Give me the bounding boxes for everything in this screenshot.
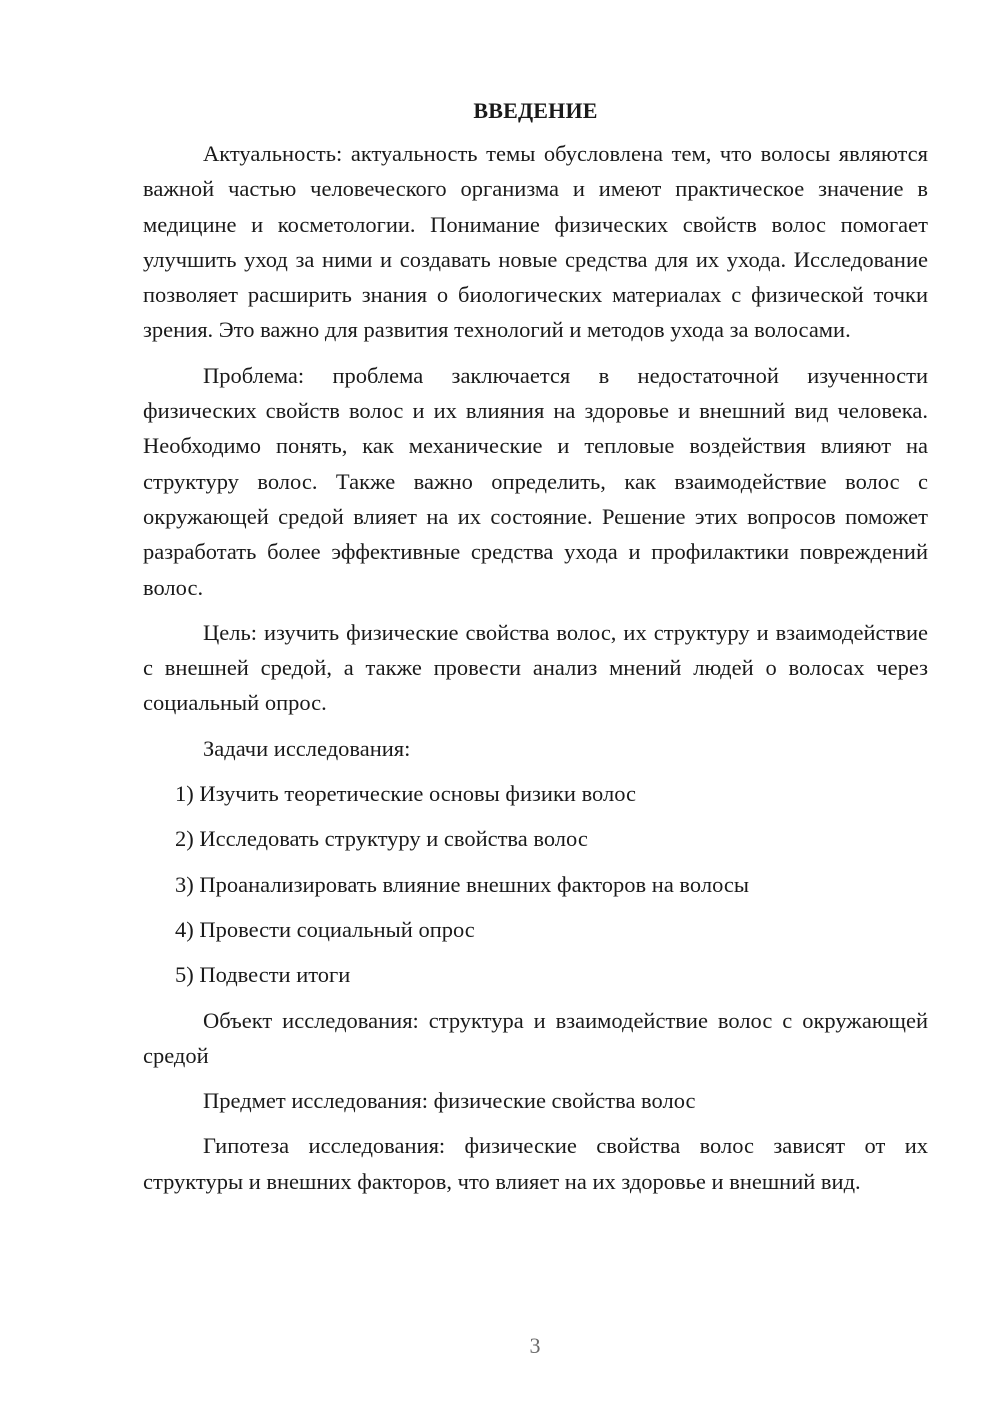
page-number: 3 xyxy=(529,1333,541,1358)
list-item: 1) Изучить теоретические основы физики волос xyxy=(175,781,637,807)
tasks-heading: Задачи исследования: xyxy=(203,735,411,761)
list-item: 5) Подвести итоги xyxy=(175,962,351,988)
page-title: ВВЕДЕНИЕ xyxy=(473,98,598,123)
problem-paragraph: Проблема: проблема заключается в недостаточной изученности физических свойств волос и их влияния на здоровье и внешний вид человека. Необходимо понять, как механические и тепловые воздействия влияют на структуру волос. Также важно определить, как взаимодействие волос с окружающей средой влияет на их состояние. Решение этих вопросов поможет разработать более эффективные средства ухода и профилактики повреждений волос. xyxy=(143,362,928,600)
list-item: 3) Проанализировать влияние внешних факторов на волосы xyxy=(175,871,750,897)
hypothesis-paragraph: Гипотеза исследования: физические свойства волос зависят от их структуры и внешних факторов, что влияет на их здоровье и внешний вид. xyxy=(143,1133,928,1194)
object-paragraph: Объект исследования: структура и взаимодействие волос с окружающей средой xyxy=(143,1007,928,1068)
subject-paragraph: Предмет исследования: физические свойства волос xyxy=(203,1088,696,1114)
tasks-list xyxy=(143,776,928,992)
list-item: 4) Провести социальный опрос xyxy=(175,916,475,942)
relevance-paragraph: Актуальность: актуальность темы обусловлена тем, что волосы являются важной частью человеческого организма и имеют практическое значение в медицине и косметологии. Понимание физических свойств волос помогает улучшить уход за ними и создавать новые средства для их ухода. Исследование позволяет расширить знания о биологических материалах с физической точки зрения. Это важно для развития технологий и методов ухода за волосами. xyxy=(143,141,928,343)
list-item: 2) Исследовать структуру и свойства волос xyxy=(175,826,588,852)
goal-paragraph: Цель: изучить физические свойства волос, их структуру и взаимодействие с внешней средой, а также провести анализ мнений людей о волосах через социальный опрос. xyxy=(143,619,928,716)
document-page xyxy=(143,96,928,1209)
